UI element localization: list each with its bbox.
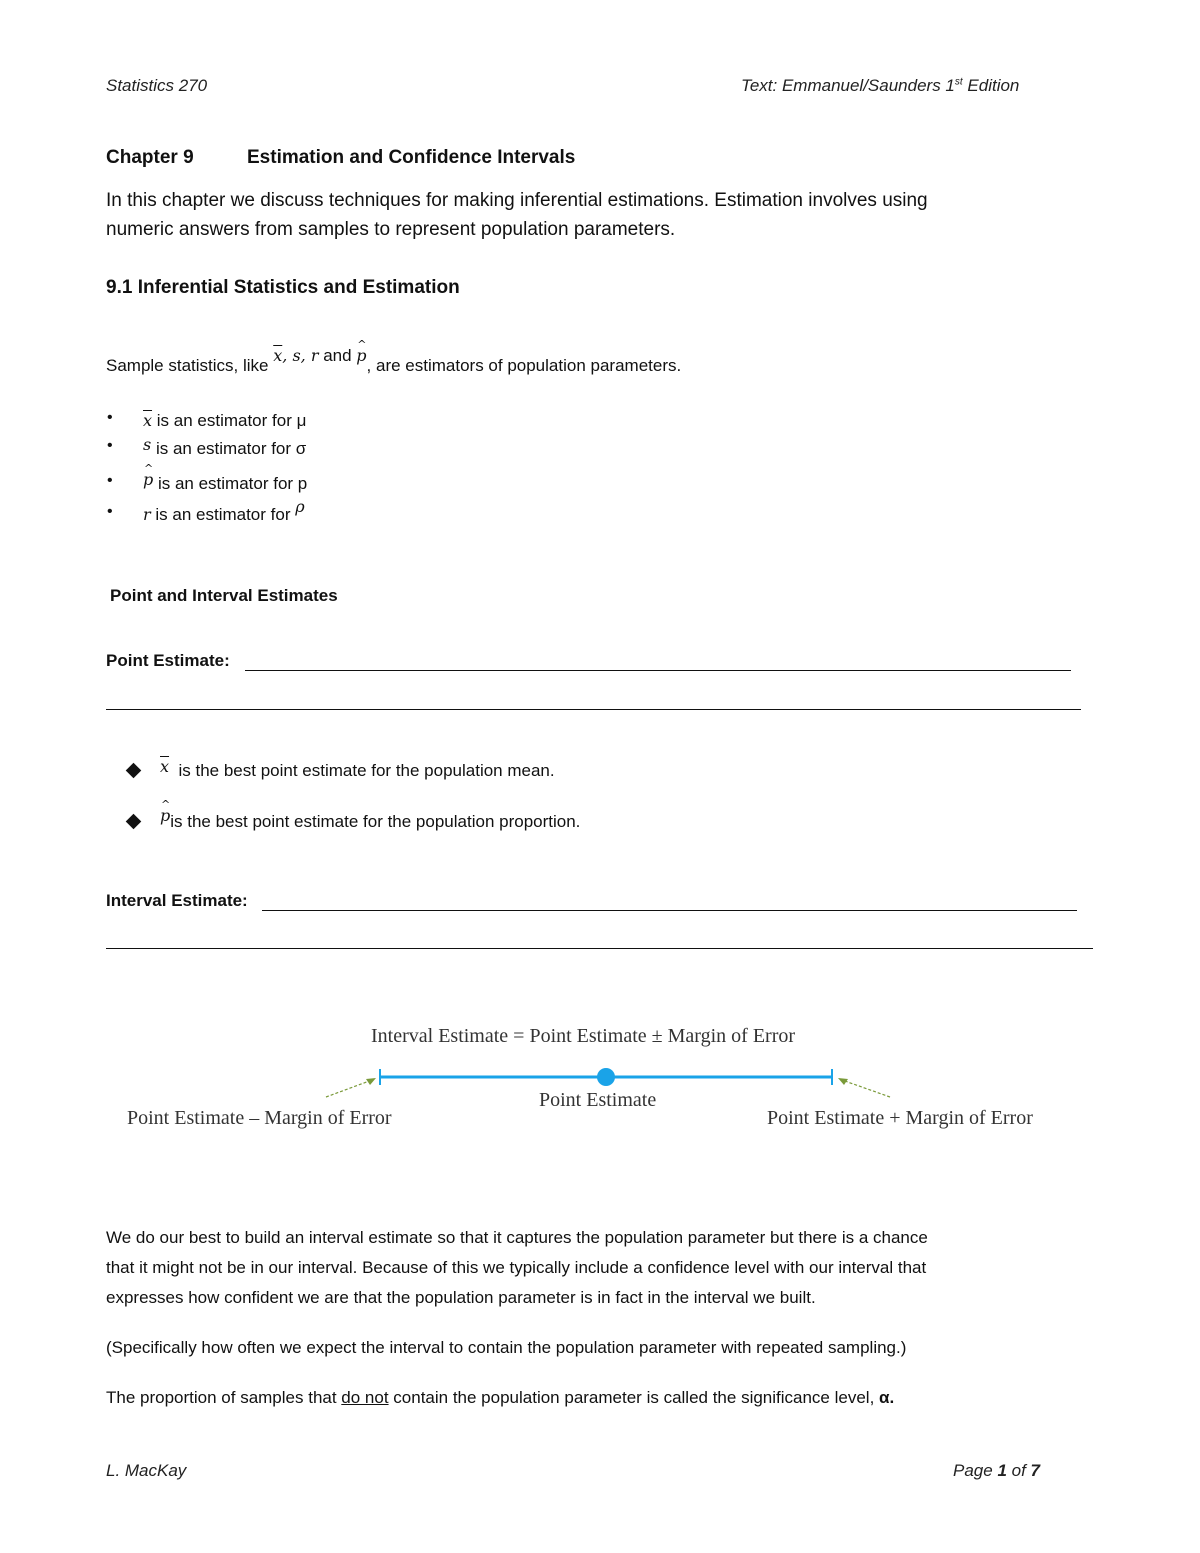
sep-1: , — [282, 346, 293, 365]
s-symbol: s — [292, 346, 301, 365]
estimator-text: is an estimator for μ — [152, 411, 307, 430]
point-interval-heading: Point and Interval Estimates — [110, 586, 338, 605]
point-bullet-var: $\overline{x}$ — [160, 757, 170, 776]
diagram-title: Interval Estimate = Point Estimate ± Margin of Error — [371, 1025, 796, 1047]
point-bullet-var: ^ p — [160, 801, 170, 831]
sig-prefix: The proportion of samples that — [106, 1388, 342, 1407]
diagram-right-label: Point Estimate + Margin of Error — [767, 1107, 1033, 1129]
paragraph-line: We do our best to build an interval estimate so that it captures the population parameter but there is a chance — [106, 1228, 928, 1247]
point-estimate-dot — [597, 1068, 615, 1086]
page-total: 7 — [1030, 1461, 1040, 1480]
point-estimate-label: Point Estimate: — [106, 651, 230, 670]
diagram-left-label: Point Estimate – Margin of Error — [127, 1107, 392, 1129]
bullet-dot: • — [107, 437, 113, 454]
fill-in-line — [106, 948, 1093, 949]
sep-2: , — [300, 346, 311, 365]
bullet-dot: • — [107, 472, 113, 489]
point-bullet-text: is the best point estimate for the population mean. — [173, 761, 555, 780]
bullet-dot: • — [107, 409, 113, 426]
chapter-title: Estimation and Confidence Intervals — [247, 147, 576, 168]
intro-line-1: In this chapter we discuss techniques for making inferential estimations. Estimation involves using — [106, 190, 928, 211]
interval-estimate-label: Interval Estimate: — [106, 891, 248, 910]
fill-in-line — [262, 910, 1077, 911]
estimator-var: s — [143, 435, 152, 454]
estimator-item — [143, 434, 306, 464]
header-textbook-sup: st — [954, 76, 963, 88]
point-bullet-item — [160, 756, 555, 786]
page-of: of — [1006, 1461, 1031, 1480]
header-textbook — [741, 76, 1019, 96]
chapter-number: Chapter 9 — [106, 147, 194, 168]
header-course: Statistics 270 — [106, 76, 208, 95]
diagram-center-label: Point Estimate — [539, 1089, 657, 1111]
r-symbol: r — [310, 346, 319, 365]
page-current: 1 — [997, 1461, 1007, 1480]
significance-paragraph — [106, 1383, 894, 1413]
intro-line-2: numeric answers from samples to represent population parameters. — [106, 219, 676, 240]
estimator-text: is an estimator for — [150, 505, 296, 524]
diamond-bullet-icon — [126, 814, 142, 830]
diamond-bullet-icon — [126, 763, 142, 779]
estimator-var: $\overline{x}$ — [143, 411, 153, 430]
footer-page-number — [953, 1461, 1040, 1481]
sample-statistics-line — [106, 346, 682, 381]
page-prefix: Page — [953, 1461, 998, 1480]
estimator-item — [143, 469, 307, 499]
section-heading: 9.1 Inferential Statistics and Estimation — [106, 277, 460, 298]
fill-in-line — [245, 670, 1071, 671]
sig-underline: do not — [341, 1388, 389, 1407]
sample-prefix: Sample statistics, like — [106, 356, 274, 375]
footer-author: L. MacKay — [106, 1461, 187, 1480]
estimator-item — [143, 406, 306, 436]
estimator-item — [143, 497, 305, 530]
header-textbook-prefix: Text: Emmanuel/Saunders 1 — [741, 76, 955, 95]
paragraph-line: expresses how confident we are that the population parameter is in fact in the interval we built. — [106, 1288, 816, 1307]
right-pointer-arrow — [842, 1080, 890, 1097]
fill-in-line — [106, 709, 1081, 710]
phat-symbol: ^ p — [356, 341, 366, 371]
point-bullet-item — [160, 807, 580, 837]
paragraph-line: that it might not be in our interval. Because of this we typically include a confidence level with our interval that — [106, 1258, 927, 1277]
left-pointer-arrow — [326, 1080, 372, 1097]
sample-suffix: , are estimators of population parameters. — [366, 356, 682, 375]
header-textbook-suffix: Edition — [962, 76, 1020, 95]
sig-middle: contain the population parameter is called the significance level, — [388, 1388, 880, 1407]
point-bullet-text: is the best point estimate for the population proportion. — [170, 812, 581, 831]
left-arrowhead — [366, 1078, 376, 1085]
and-word: and — [318, 346, 357, 365]
alpha-symbol: α. — [879, 1388, 895, 1407]
bullet-dot: • — [107, 503, 113, 520]
rho-symbol: ρ — [295, 497, 305, 516]
paragraph-note: (Specifically how often we expect the interval to contain the population parameter with repeated sampling.) — [106, 1338, 907, 1357]
estimator-text: is an estimator for σ — [151, 439, 307, 458]
estimator-var: ^ p — [143, 465, 153, 495]
xbar-symbol: $\overline{x}$ — [273, 346, 283, 365]
estimator-var: r — [143, 505, 151, 524]
estimator-text: is an estimator for p — [153, 474, 308, 493]
